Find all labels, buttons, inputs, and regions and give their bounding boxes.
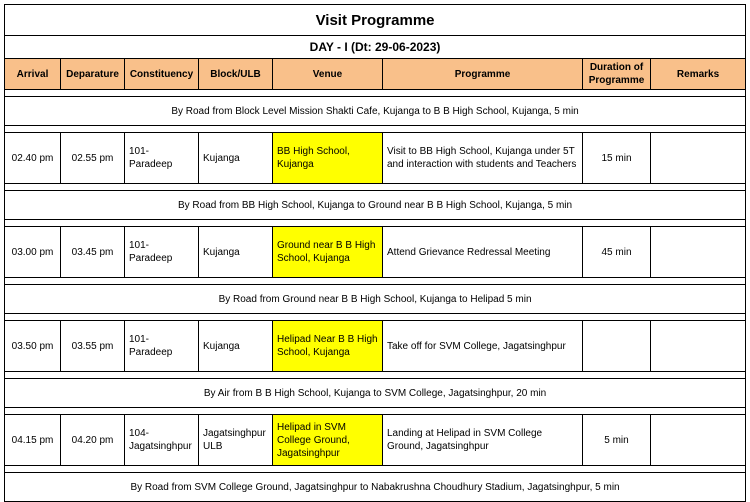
spacer xyxy=(5,314,746,321)
departure-cell: 03.55 pm xyxy=(61,321,125,372)
spacer xyxy=(5,90,746,97)
constituency-cell: 101- Paradeep xyxy=(125,227,199,278)
header-programme: Programme xyxy=(383,59,583,90)
venue-cell: Ground near B B High School, Kujanga xyxy=(273,227,383,278)
travel-note: By Air from B B High School, Kujanga to SVM College, Jagatsinghpur, 20 min xyxy=(5,379,746,408)
spacer xyxy=(5,372,746,379)
programme-cell: Visit to BB High School, Kujanga under 5T and interaction with students and Teachers xyxy=(383,133,583,184)
arrival-cell: 02.40 pm xyxy=(5,133,61,184)
travel-row xyxy=(5,285,746,314)
header-duration: Duration of Programme xyxy=(583,59,651,90)
departure-cell: 03.45 pm xyxy=(61,227,125,278)
duration-cell: 15 min xyxy=(583,133,651,184)
programme-table xyxy=(4,4,746,502)
travel-row xyxy=(5,97,746,126)
travel-row xyxy=(5,473,746,502)
travel-row xyxy=(5,191,746,220)
programme-cell: Landing at Helipad in SVM College Ground, Jagatsinghpur xyxy=(383,415,583,466)
constituency-cell: 104-Jagatsinghpur xyxy=(125,415,199,466)
arrival-cell: 03.50 pm xyxy=(5,321,61,372)
header-row xyxy=(5,59,746,90)
page-title: Visit Programme xyxy=(5,5,746,36)
table-row xyxy=(5,227,746,278)
travel-row xyxy=(5,379,746,408)
spacer xyxy=(5,184,746,191)
day-heading: DAY - I (Dt: 29-06-2023) xyxy=(5,36,746,59)
programme-cell: Take off for SVM College, Jagatsinghpur xyxy=(383,321,583,372)
remarks-cell xyxy=(651,321,746,372)
arrival-cell: 03.00 pm xyxy=(5,227,61,278)
travel-note: By Road from Ground near B B High School, Kujanga to Helipad 5 min xyxy=(5,285,746,314)
header-venue: Venue xyxy=(273,59,383,90)
remarks-cell xyxy=(651,415,746,466)
table-row xyxy=(5,321,746,372)
duration-cell: 5 min xyxy=(583,415,651,466)
visit-programme-sheet xyxy=(4,4,745,502)
duration-cell: 45 min xyxy=(583,227,651,278)
header-arrival: Arrival xyxy=(5,59,61,90)
departure-cell: 04.20 pm xyxy=(61,415,125,466)
programme-cell: Attend Grievance Redressal Meeting xyxy=(383,227,583,278)
spacer xyxy=(5,466,746,473)
travel-note: By Road from BB High School, Kujanga to Ground near B B High School, Kujanga, 5 min xyxy=(5,191,746,220)
header-remarks: Remarks xyxy=(651,59,746,90)
spacer xyxy=(5,278,746,285)
venue-cell: Helipad Near B B High School, Kujanga xyxy=(273,321,383,372)
table-row xyxy=(5,133,746,184)
header-block: Block/ULB xyxy=(199,59,273,90)
arrival-cell: 04.15 pm xyxy=(5,415,61,466)
travel-note: By Road from Block Level Mission Shakti Cafe, Kujanga to B B High School, Kujanga, 5 min xyxy=(5,97,746,126)
spacer xyxy=(5,126,746,133)
block-cell: Kujanga xyxy=(199,321,273,372)
table-row xyxy=(5,415,746,466)
block-cell: Jagatsinghpur ULB xyxy=(199,415,273,466)
constituency-cell: 101- Paradeep xyxy=(125,133,199,184)
block-cell: Kujanga xyxy=(199,227,273,278)
remarks-cell xyxy=(651,133,746,184)
spacer xyxy=(5,220,746,227)
header-constituency: Constituency xyxy=(125,59,199,90)
constituency-cell: 101- Paradeep xyxy=(125,321,199,372)
venue-cell: Helipad in SVM College Ground, Jagatsinghpur xyxy=(273,415,383,466)
remarks-cell xyxy=(651,227,746,278)
travel-note: By Road from SVM College Ground, Jagatsinghpur to Nabakrushna Choudhury Stadium, Jagatsinghpur, 5 min xyxy=(5,473,746,502)
spacer xyxy=(5,408,746,415)
block-cell: Kujanga xyxy=(199,133,273,184)
departure-cell: 02.55 pm xyxy=(61,133,125,184)
header-departure: Deparature xyxy=(61,59,125,90)
venue-cell: BB High School, Kujanga xyxy=(273,133,383,184)
duration-cell xyxy=(583,321,651,372)
